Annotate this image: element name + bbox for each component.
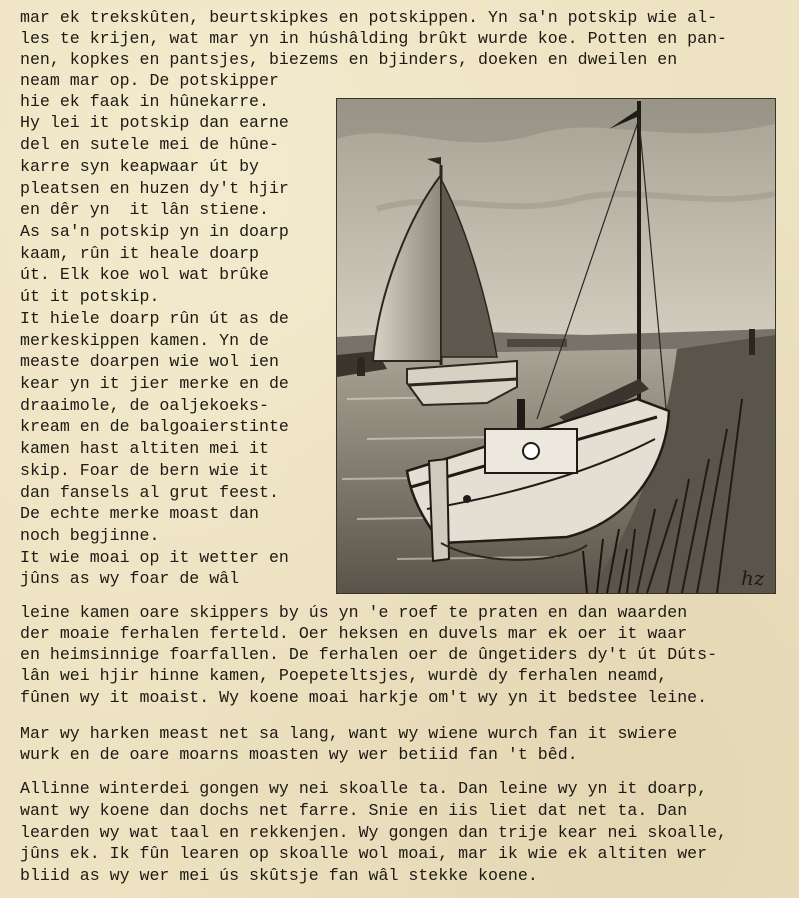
text-line: noch begjinne. bbox=[20, 526, 160, 545]
text-line: draaimole, de oaljekoeks- bbox=[20, 396, 269, 415]
text-line: út. Elk koe wol wat brûke bbox=[20, 265, 269, 284]
text-line: mar ek trekskûten, beurtskipkes en potskippen. Yn sa'n potskip wie al- bbox=[20, 8, 718, 27]
text-line: Allinne winterdei gongen wy nei skoalle ta. Dan leine wy yn it doarp, bbox=[20, 779, 708, 798]
text-line: kaam, rûn it heale doarp bbox=[20, 244, 259, 263]
text-line: út it potskip. bbox=[20, 287, 160, 306]
text-line: learden wy wat taal en rekkenjen. Wy gongen dan trije kear nei skoalle, bbox=[20, 823, 728, 842]
text-line: Hy lei it potskip dan earne bbox=[20, 113, 289, 132]
text-line: want wy koene dan dochs net farre. Snie en iis liet dat net ta. Dan bbox=[20, 801, 688, 820]
text-line: jûns ek. Ik fûn learen op skoalle wol moai, mar ik wie ek altiten wer bbox=[20, 844, 708, 863]
text-line: kream en de balgoaierstinte bbox=[20, 417, 289, 436]
artist-signature: hz bbox=[741, 566, 765, 590]
sailing-barges-illustration bbox=[336, 98, 776, 594]
text-line: kear yn it jier merke en de bbox=[20, 374, 289, 393]
text-line: pleatsen en huzen dy't hjir bbox=[20, 179, 289, 198]
text-line: skip. Foar de bern wie it bbox=[20, 461, 269, 480]
text-line: It wie moai op it wetter en bbox=[20, 548, 289, 567]
text-line: kamen hast altiten mei it bbox=[20, 439, 269, 458]
text-line: dan fansels al grut feest. bbox=[20, 483, 279, 502]
text-line: hie ek faak in hûnekarre. bbox=[20, 92, 269, 111]
text-line: De echte merke moast dan bbox=[20, 504, 259, 523]
text-line: jûns as wy foar de wâl bbox=[20, 569, 240, 588]
text-line: neam mar op. De potskipper bbox=[20, 71, 279, 90]
text-line: merkeskippen kamen. Yn de bbox=[20, 331, 269, 350]
text-line: wurk en de oare moarns moasten wy wer betiid fan 't bêd. bbox=[20, 745, 578, 764]
text-line: der moaie ferhalen ferteld. Oer heksen en duvels mar ek oer it waar bbox=[20, 624, 688, 643]
text-line: Mar wy harken meast net sa lang, want wy wiene wurch fan it swiere bbox=[20, 724, 678, 743]
text-line: del en sutele mei de hûne- bbox=[20, 135, 279, 154]
text-line: It hiele doarp rûn út as de bbox=[20, 309, 289, 328]
text-line: bliid as wy wer mei ús skûtsje fan wâl stekke koene. bbox=[20, 866, 538, 885]
text-line: fûnen wy it moaist. Wy koene moai harkje om't wy yn it bedstee leine. bbox=[20, 688, 708, 707]
text-line: karre syn keapwaar út by bbox=[20, 157, 259, 176]
text-line: measte doarpen wie wol ien bbox=[20, 352, 279, 371]
text-line: leine kamen oare skippers by ús yn 'e roef te praten en dan waarden bbox=[20, 603, 688, 622]
text-line: en heimsinnige foarfallen. De ferhalen oer de ûngetiders dy't út Dúts- bbox=[20, 645, 718, 664]
text-line: les te krijen, wat mar yn in húshâlding brûkt wurde koe. Potten en pan- bbox=[20, 29, 728, 48]
text-line: lân wei hjir hinne kamen, Poepeteltsjes, wurdè dy ferhalen neamd, bbox=[20, 666, 668, 685]
text-line: en dêr yn it lân stiene. bbox=[20, 200, 269, 219]
text-line: nen, kopkes en pantsjes, biezems en bjinders, doeken en dweilen en bbox=[20, 50, 678, 69]
text-line: As sa'n potskip yn in doarp bbox=[20, 222, 289, 241]
